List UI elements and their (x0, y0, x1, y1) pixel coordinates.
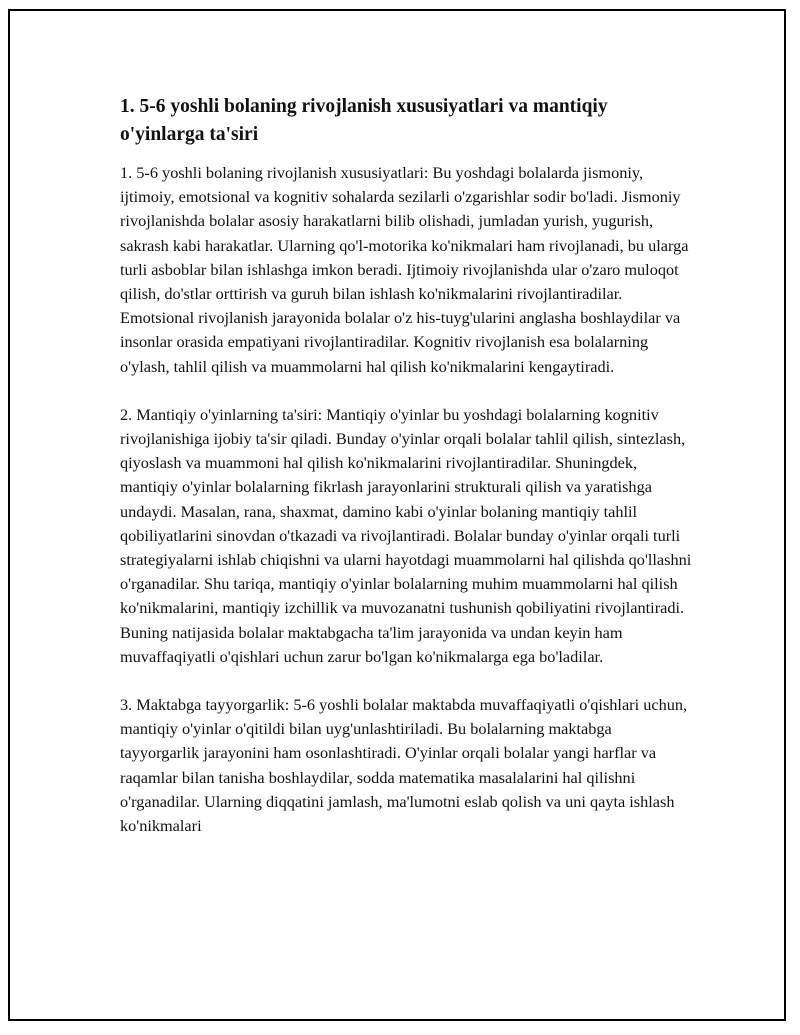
document-page (8, 9, 786, 1021)
paragraph-logic-games: 2. Mantiqiy o'yinlarning ta'siri: Mantiqiy o'yinlar bu yoshdagi bolalarning kognitiv rivojlanishiga ijobiy ta'sir qiladi. Bunday o'yinlar orqali bolalar tahlil qilish, sintezlash, qiyoslash va muammoni hal qilish ko'nikmalarini rivojlantiradilar. Shuningdek, mantiqiy o'yinlar bolalarning fikrlash jarayonlarini strukturali qilish va yaratishga undaydi. Masalan, rana, shaxmat, damino kabi o'yinlar bolaning mantiqiy tahlil qobiliyatlarini sinovdan o'tkazadi va rivojlantiradi. Bolalar bunday o'yinlar orqali turli strategiyalarni ishlab chiqishni va ularni hayotdagi muammolarni hal qilishda qo'llashni o'rganadilar. Shu tariqa, mantiqiy o'yinlar bolalarning muhim muammolarni hal qilish ko'nikmalarini, mantiqiy izchillik va muvozanatni tushunish qobiliyatini rivojlantiradi. Buning natijasida bolalar maktabgacha ta'lim jarayonida va undan keyin ham muvaffaqiyatli o'qishlari uchun zarur bo'lgan ko'nikmalarga ega bo'ladilar. (120, 404, 692, 666)
paragraph-development: 1. 5-6 yoshli bolaning rivojlanish xususiyatlari: Bu yoshdagi bolalarda jismoniy, ijtimoiy, emotsional va kognitiv sohalarda sezilarli o'zgarishlar sodir bo'ladi. Jismoniy rivojlanishda bolalar asosiy harakatlarni bilib olishadi, jumladan yurish, yugurish, sakrash kabi harakatlar. Ularning qo'l-motorika ko'nikmalari ham rivojlanadi, bu ularga turli asboblar bilan ishlashga imkon beradi. Ijtimoiy rivojlanishda ular o'zaro muloqot qilish, do'stlar orttirish va guruh bilan ishlash ko'nikmalarini rivojlantiradilar. Emotsional rivojlanish jarayonida bolalar o'z his-tuyg'ularini anglasha boshlaydilar va insonlar orasida empatiyani rivojlantiradilar. Kognitiv rivojlanish esa bolalarning o'ylash, tahlil qilish va muammolarni hal qilish ko'nikmalarini kengaytiradi. (120, 163, 689, 376)
document-title: 1. 5-6 yoshli bolaning rivojlanish xususiyatlari va mantiqiy o'yinlarga ta'siri (120, 96, 608, 145)
document-content (120, 93, 695, 862)
paragraph-school-readiness: 3. Maktabga tayyorgarlik: 5-6 yoshli bolalar maktabda muvaffaqiyatli o'qishlari uchun, mantiqiy o'yinlar o'qitildi bilan uyg'unlashtiriladi. Bu bolalarning maktabga tayyorgarlik jarayonini ham osonlashtiradi. O'yinlar orqali bolalar yangi harflar va raqamlar bilan tanisha boshlaydilar, sodda matematika masalalarini hal qilishni o'rganadilar. Ularning diqqatini jamlash, ma'lumotni eslab qolish va uni qayta ishlash ko'nikmalari (120, 695, 688, 836)
